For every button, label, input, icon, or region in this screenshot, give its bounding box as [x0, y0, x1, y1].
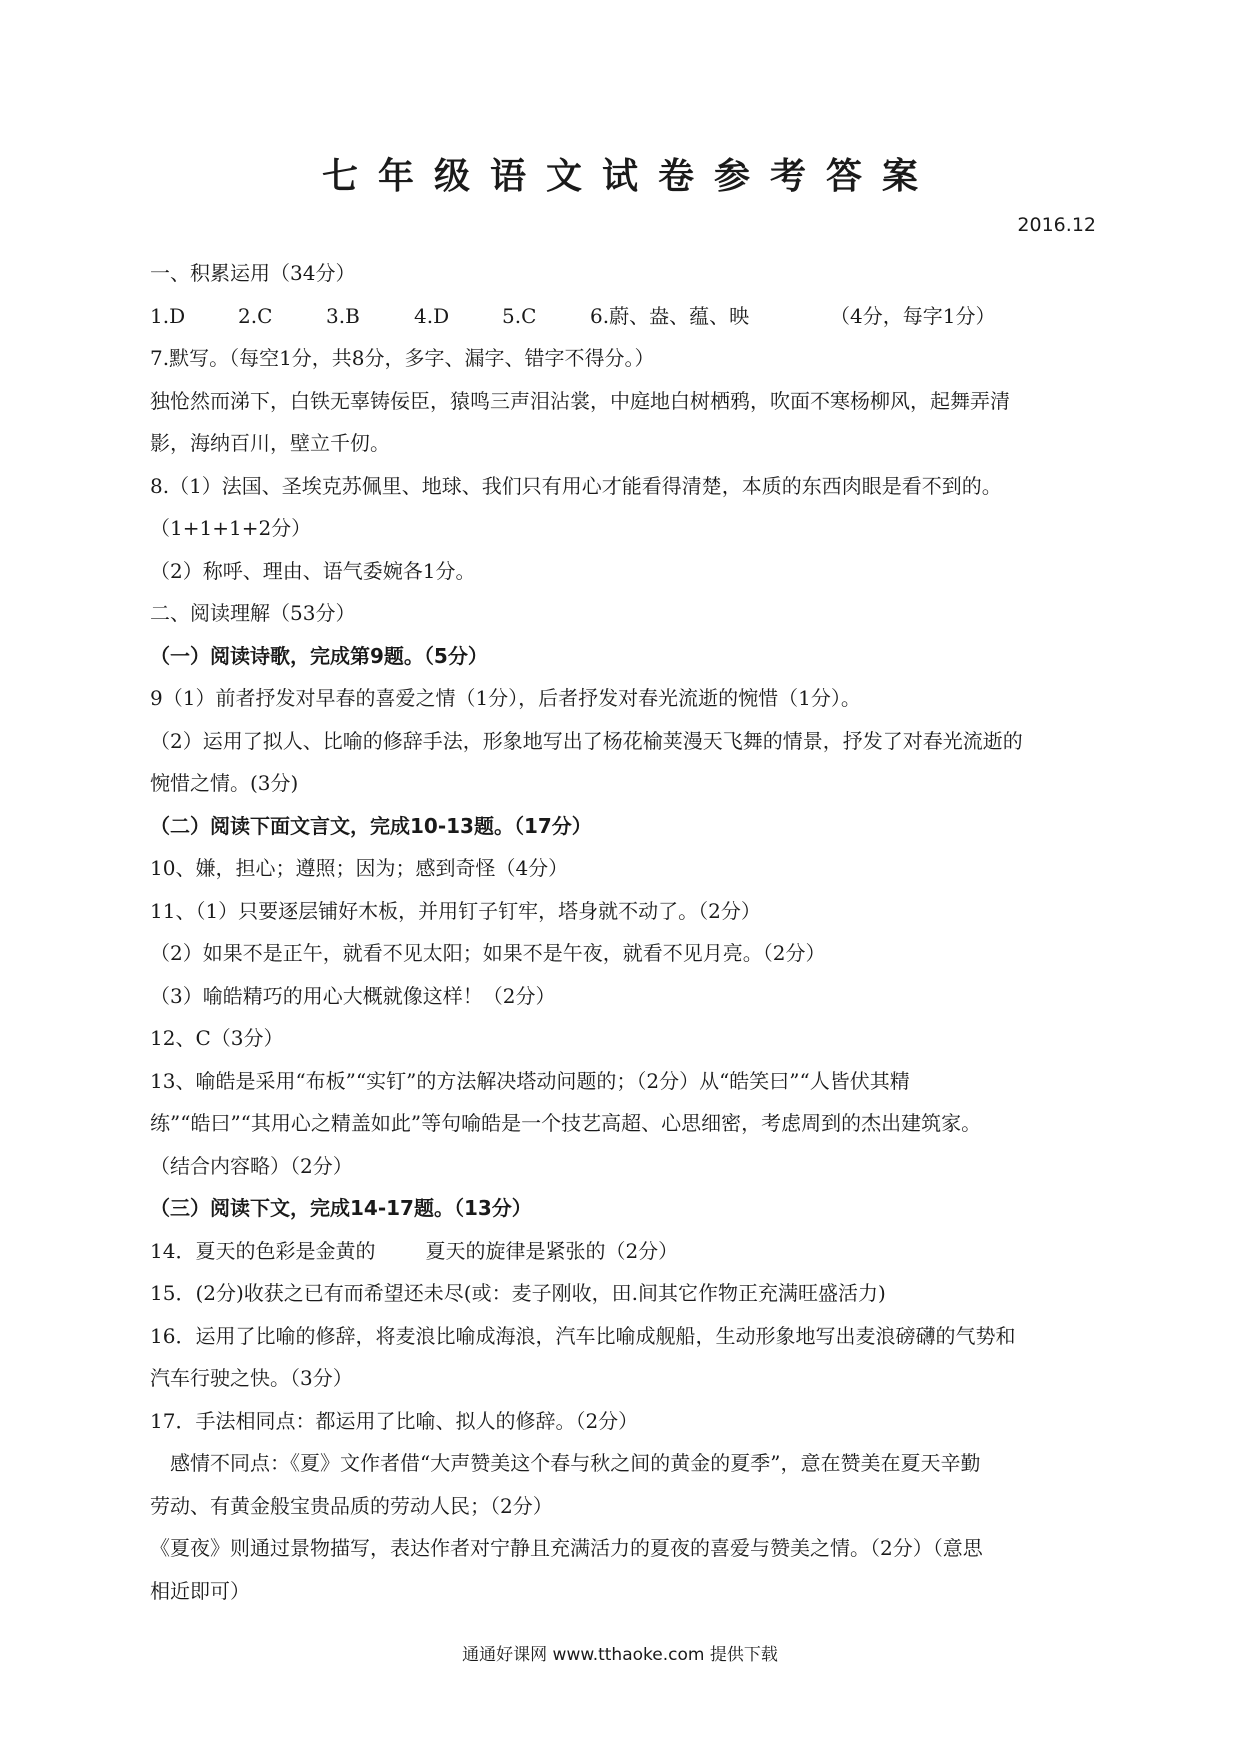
multiple-choice-answers: [150, 295, 1095, 338]
subsection-heading: （一）阅读诗歌，完成第9题。（5分）: [150, 643, 488, 668]
section-heading-1: 一、积累运用（34分）: [150, 261, 356, 285]
answer-content: [150, 252, 1095, 1612]
answer-q17-line: 相近即可）: [150, 1578, 250, 1603]
footer-watermark: 通通好课网 www.tthaoke.com 提供下载: [462, 1645, 778, 1665]
answer-q9-line: （2）运用了拟人、比喻的修辞手法，形象地写出了杨花榆荚漫天飞舞的情景，抒发了对春光流逝的: [150, 728, 1023, 753]
answer-q13-line: 练”“皓曰”“其用心之精盖如此”等句喻皓是一个技艺高超、心思细密，考虑周到的杰出建筑家。: [150, 1111, 982, 1135]
answer-q8-line: （1+1+1+2分）: [150, 516, 312, 540]
answer-q17-line: 17．手法相同点：都运用了比喻、拟人的修辞。（2分）: [150, 1408, 639, 1433]
answer-q17-line: 感情不同点：《夏》文作者借“大声赞美这个春与秋之间的黄金的夏季”，意在赞美在夏天辛勤: [170, 1451, 981, 1475]
answer-q5: 5.C: [502, 303, 537, 328]
answer-q13-line: （结合内容略）（2分）: [150, 1153, 353, 1178]
answer-q14-part-a: 14．夏天的色彩是金黄的: [150, 1238, 376, 1263]
answer-q6-note: （4分，每字1分）: [830, 303, 996, 328]
answer-q17-line: 《夏夜》则通过景物描写，表达作者对宁静且充满活力的夏夜的喜爱与赞美之情。（2分）（意思: [150, 1536, 983, 1560]
answer-q16-line: 汽车行驶之快。（3分）: [150, 1366, 353, 1390]
answer-q14-part-b: 夏天的旋律是紧张的（2分）: [425, 1238, 679, 1263]
answer-q6: 6.蔚、盎、蕴、映: [590, 303, 750, 328]
answer-q11-line: 11、（1）只要逐层铺好木板，并用钉子钉牢，塔身就不动了。（2分）: [150, 898, 761, 923]
answer-q7-head: 7.默写。（每空1分，共8分，多字、漏字、错字不得分。）: [150, 346, 655, 370]
page-title: 七年级语文试卷参考答案: [321, 156, 938, 197]
answer-q7-line: 影，海纳百川，壁立千仞。: [150, 431, 390, 455]
date-label: 2016.12: [1017, 214, 1096, 236]
answer-q13-line: 13、喻皓是采用“布板”“实钉”的方法解决塔动问题的；（2分）从“皓笑曰”“人皆伏其精: [150, 1068, 910, 1093]
answer-q8-line: （2）称呼、理由、语气委婉各1分。: [150, 558, 476, 583]
answer-q10: 10、嫌，担心；遵照；因为；感到奇怪（4分）: [150, 856, 569, 880]
answer-q7-line: 独怆然而涕下，白铁无辜铸佞臣，猿鸣三声泪沾裳，中庭地白树栖鸦，吹面不寒杨柳风，起舞弄清: [150, 388, 1010, 413]
answer-q4: 4.D: [414, 303, 450, 328]
answer-q9-line: 9（1）前者抒发对早春的喜爱之情（1分），后者抒发对春光流逝的惋惜（1分）。: [150, 686, 861, 710]
answer-q17-line: 劳动、有黄金般宝贵品质的劳动人民；（2分）: [150, 1493, 553, 1518]
answer-q3: 3.B: [326, 303, 360, 328]
answer-q2: 2.C: [238, 303, 273, 328]
answer-q9-line: 惋惜之情。(3分): [150, 771, 299, 795]
answer-q11-line: （2）如果不是正午，就看不见太阳；如果不是午夜，就看不见月亮。（2分）: [150, 941, 826, 965]
answer-q12: 12、C（3分）: [150, 1026, 284, 1050]
subsection-heading: （二）阅读下面文言文，完成10-13题。（17分）: [150, 813, 592, 838]
answer-q16-line: 16．运用了比喻的修辞，将麦浪比喻成海浪，汽车比喻成舰船，生动形象地写出麦浪磅礴的气势和: [150, 1323, 1016, 1348]
section-heading-2: 二、阅读理解（53分）: [150, 601, 356, 625]
answer-q8-line: 8.（1）法国、圣埃克苏佩里、地球、我们只有用心才能看得清楚，本质的东西肉眼是看不到的。: [150, 473, 1002, 498]
answer-q14: [150, 1230, 1095, 1273]
answer-q11-line: （3）喻皓精巧的用心大概就像这样！（2分）: [150, 983, 556, 1008]
answer-q15: 15．(2分)收获之已有而希望还未尽(或：麦子刚收，田.间其它作物正充满旺盛活力): [150, 1281, 886, 1305]
subsection-heading: （三）阅读下文，完成14-17题。（13分）: [150, 1196, 532, 1220]
answer-q1: 1.D: [150, 303, 186, 328]
